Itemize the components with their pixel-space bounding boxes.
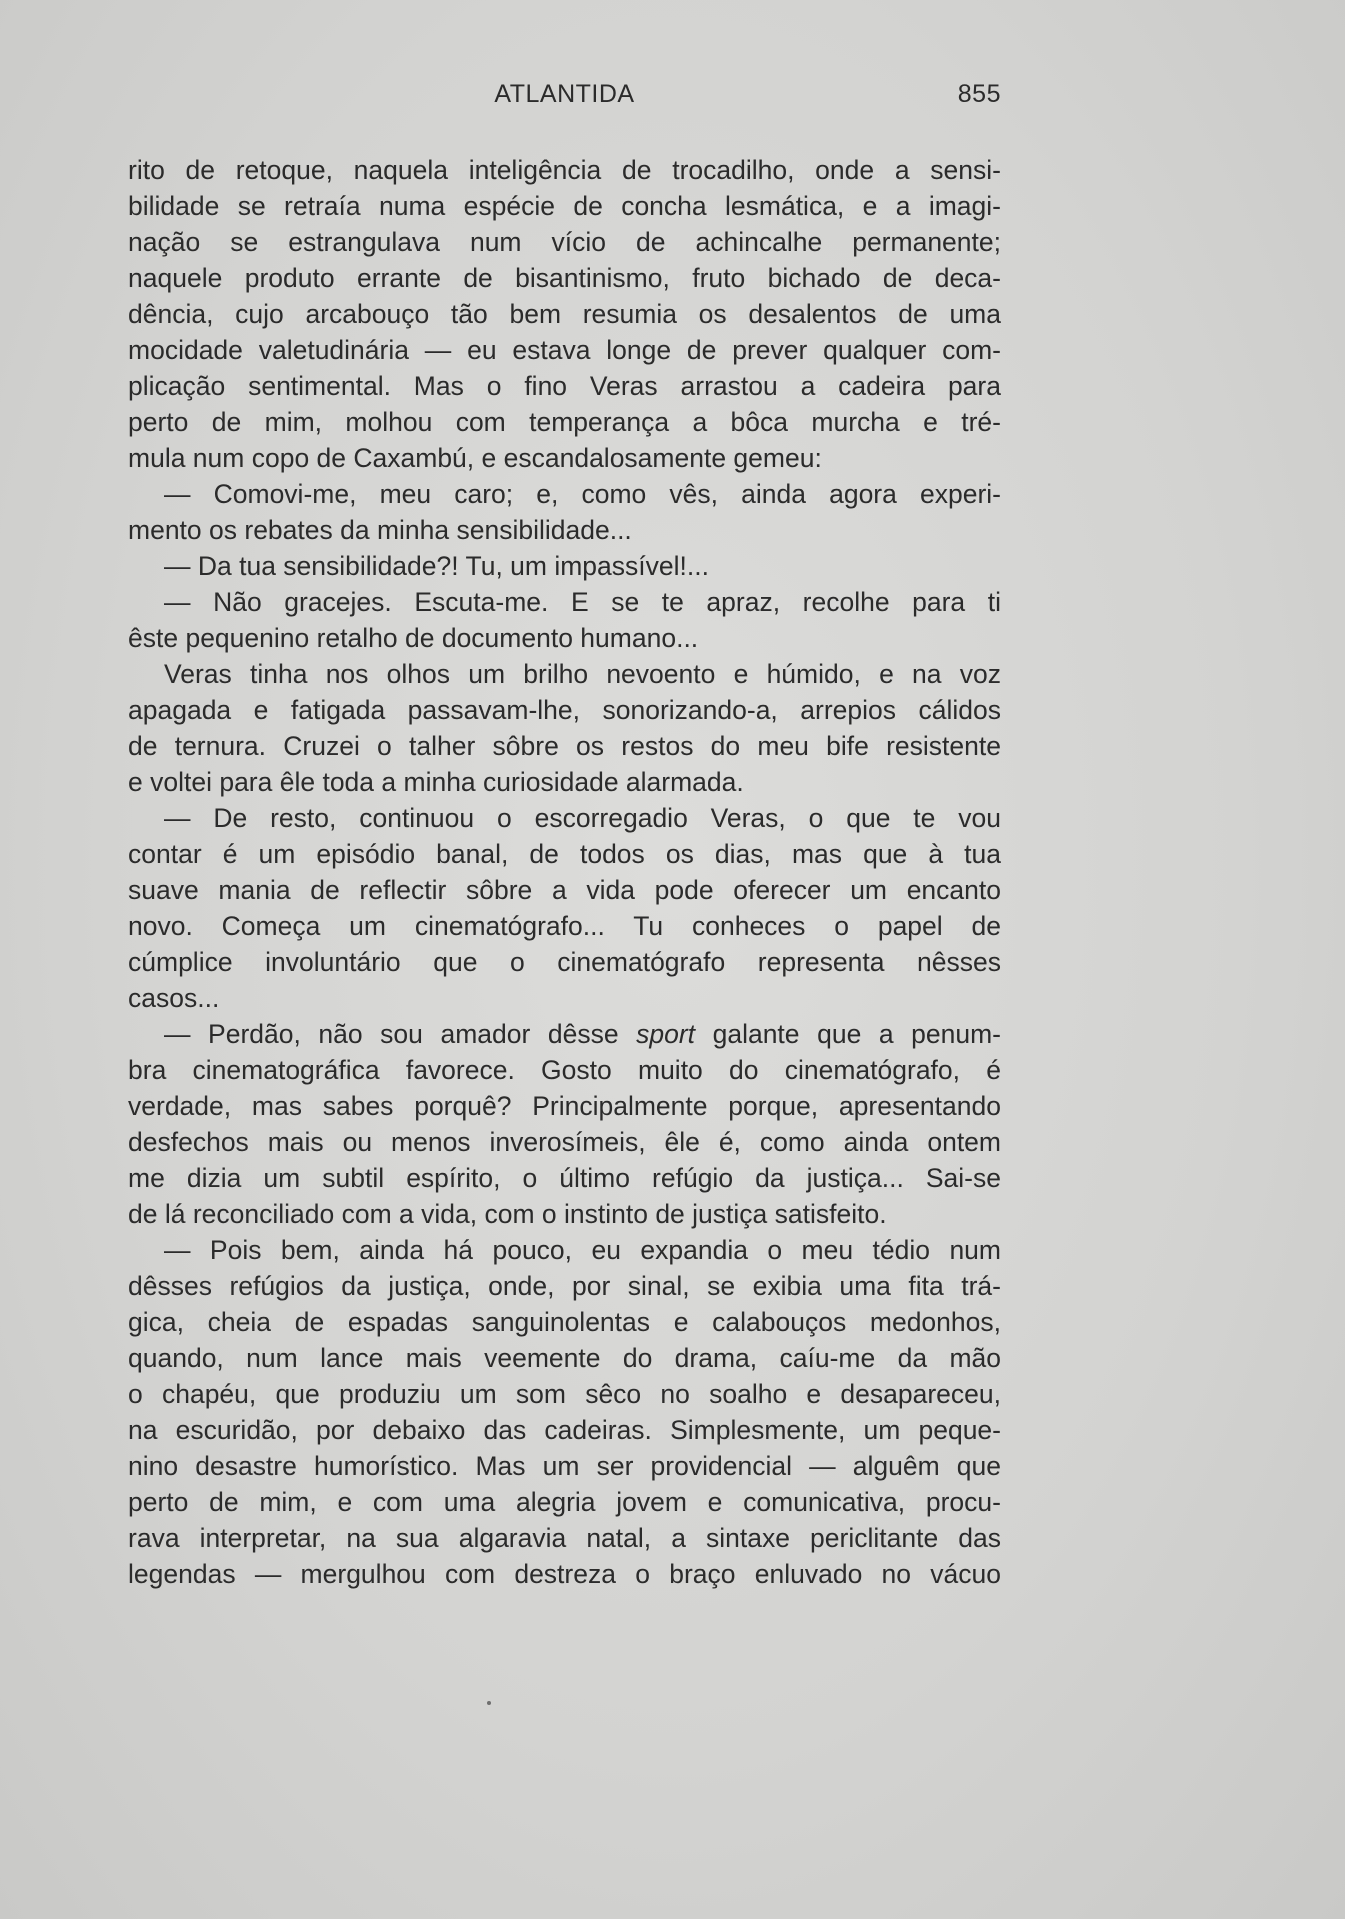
text-line: o chapéu, que produziu um som sêco no soalho e desapareceu, <box>128 1379 1001 1409</box>
text-line: na escuridão, por debaixo das cadeiras. Simplesmente, um peque- <box>128 1415 1001 1445</box>
text-line: — Da tua sensibilidade?! Tu, um impassível!... <box>164 551 709 581</box>
text-line: desfechos mais ou menos inverosímeis, êle é, como ainda ontem <box>128 1127 1001 1157</box>
page-number: 855 <box>957 80 1001 108</box>
italic-word: sport <box>636 1019 696 1049</box>
text-line: bra cinematográfica favorece. Gosto muito do cinematógrafo, é <box>128 1055 1001 1085</box>
text-line: mocidade valetudinária — eu estava longe de prever qualquer com- <box>128 335 1001 365</box>
text-line: nino desastre humorístico. Mas um ser providencial — alguêm que <box>128 1451 1001 1481</box>
text-line: — Não gracejes. Escuta-me. E se te apraz, recolhe para ti <box>164 587 1001 617</box>
text-line: dêsses refúgios da justiça, onde, por sinal, se exibia uma fita trá- <box>128 1271 1001 1301</box>
text-line: gica, cheia de espadas sanguinolentas e calabouços medonhos, <box>128 1307 1001 1337</box>
text-line: naquele produto errante de bisantinismo, fruto bichado de deca- <box>128 263 1001 293</box>
text-line: de ternura. Cruzei o talher sôbre os restos do meu bife resistente <box>128 731 1001 761</box>
body-text <box>128 152 1001 1592</box>
text-segment: — Perdão, não sou amador dêsse <box>164 1019 637 1049</box>
running-header <box>128 80 1001 114</box>
text-line: bilidade se retraía numa espécie de concha lesmática, e a imagi- <box>128 191 1001 221</box>
text-line: rava interpretar, na sua algaravia natal, a sintaxe periclitante das <box>128 1523 1001 1553</box>
text-line: nação se estrangulava num vício de achincalhe permanente; <box>128 227 1001 257</box>
text-line: verdade, mas sabes porquê? Principalmente porque, apresentando <box>128 1091 1001 1121</box>
text-line: casos... <box>128 983 220 1013</box>
text-line <box>128 1016 1001 1052</box>
text-line: mento os rebates da minha sensibilidade... <box>128 515 632 545</box>
text-line: Veras tinha nos olhos um brilho nevoento e húmido, e na voz <box>164 659 1001 689</box>
text-line: novo. Começa um cinematógrafo... Tu conheces o papel de <box>128 911 1001 941</box>
text-line: — De resto, continuou o escorregadio Veras, o que te vou <box>164 803 1001 833</box>
text-line: rito de retoque, naquela inteligência de trocadilho, onde a sensi- <box>128 155 1001 185</box>
text-line: me dizia um subtil espírito, o último refúgio da justiça... Sai-se <box>128 1163 1001 1193</box>
text-line: plicação sentimental. Mas o fino Veras arrastou a cadeira para <box>128 371 1001 401</box>
text-line: êste pequenino retalho de documento humano... <box>128 623 699 653</box>
text-line: cúmplice involuntário que o cinematógrafo representa nêsses <box>128 947 1001 977</box>
text-line: — Comovi-me, meu caro; e, como vês, ainda agora experi- <box>164 479 1001 509</box>
text-line: mula num copo de Caxambú, e escandalosamente gemeu: <box>128 443 822 473</box>
paper-speck <box>487 1701 491 1705</box>
text-line: quando, num lance mais veemente do drama, caíu-me da mão <box>128 1343 1001 1373</box>
text-line: perto de mim, e com uma alegria jovem e comunicativa, procu- <box>128 1487 1001 1517</box>
running-title: ATLANTIDA <box>494 80 635 108</box>
text-segment: galante que a penum- <box>695 1019 1001 1049</box>
text-line: dência, cujo arcabouço tão bem resumia os desalentos de uma <box>128 299 1001 329</box>
text-line: apagada e fatigada passavam-lhe, sonorizando-a, arrepios cálidos <box>128 695 1001 725</box>
text-line: perto de mim, molhou com temperança a bôca murcha e tré- <box>128 407 1001 437</box>
text-line: suave mania de reflectir sôbre a vida pode oferecer um encanto <box>128 875 1001 905</box>
text-line: e voltei para êle toda a minha curiosidade alarmada. <box>128 767 744 797</box>
text-line: contar é um episódio banal, de todos os dias, mas que à tua <box>128 839 1001 869</box>
text-line: legendas — mergulhou com destreza o braço enluvado no vácuo <box>128 1559 1001 1589</box>
text-line: — Pois bem, ainda há pouco, eu expandia o meu tédio num <box>164 1235 1001 1265</box>
text-line: de lá reconciliado com a vida, com o instinto de justiça satisfeito. <box>128 1199 887 1229</box>
